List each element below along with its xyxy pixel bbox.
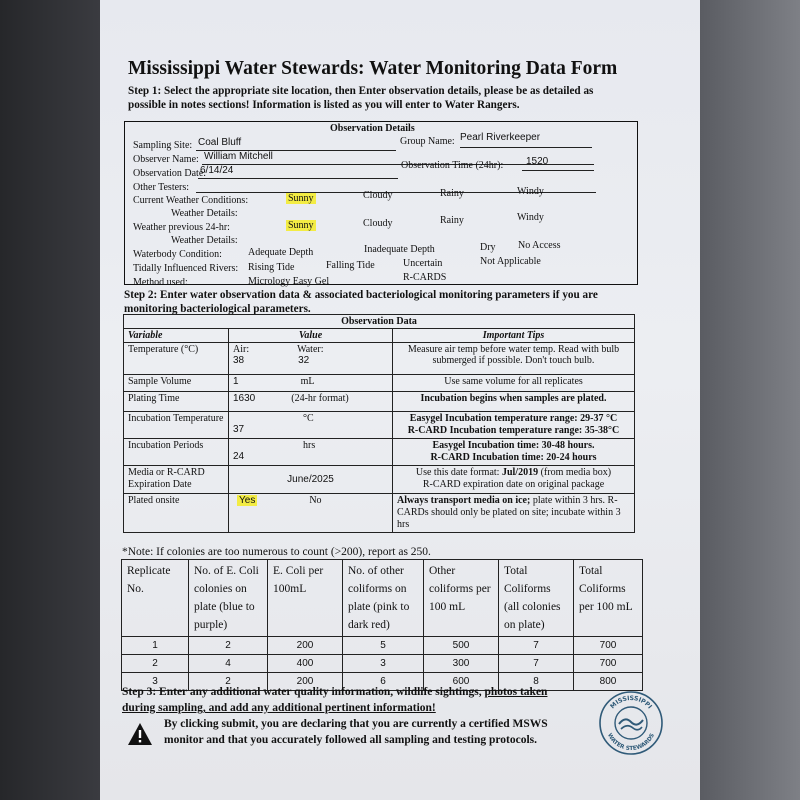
tidal-falling[interactable]: Falling Tide [326, 260, 375, 271]
other-per-100-cell[interactable]: 500 [424, 637, 499, 655]
step2-instructions: Step 2: Enter water observation data & associated bacteriological monitoring parameters if you are monitoring bacteriological parameters. [124, 289, 598, 315]
step1-instructions: Step 1: Select the appropriate site location, then Enter observation details, please be as detailed as possible in notes sections! Information is listed as you will enter to Water Rangers. [128, 85, 594, 111]
group-name-label: Group Name: [400, 136, 455, 147]
form-title: Mississippi Water Stewards: Water Monitoring Data Form [128, 58, 618, 79]
observation-data-heading: Observation Data [124, 315, 635, 329]
other-testers-label: Other Testers: [133, 182, 190, 193]
ecoli-colonies-cell[interactable]: 2 [189, 637, 268, 655]
air-temp-field[interactable]: 38 [233, 355, 245, 366]
water-temp-field[interactable]: 32 [298, 355, 310, 366]
observation-time-field[interactable]: 1520 [526, 156, 549, 167]
other-per-100-cell[interactable]: 300 [424, 655, 499, 673]
header-total-per-100: Total Coliforms per 100 mL [574, 560, 643, 637]
date-label: Observation Date: [133, 168, 207, 179]
header-ecoli-per-100: E. Coli per 100mL [268, 560, 343, 637]
observation-data-table: Observation Data Variable Value Important Tips Temperature (°C) Air: Water: 38 32 Measure air temp before water temp. Read with bulb submerged if possible. Don't touch bulb. Sample Volume 1 mL Use same volume for all replicates Plating Time 1630 (24-hr format) Incubation begins when samples are plated. Incubation Temperature °C 37 Easygel Incubation temperature range: 29-37 °C R-CARD Incubation temperature range: 35-38°C Incubation Periods hrs 24 Easygel Incubation time: 30-48 hours. R-CARD Incubation time: 20-24 hours Media or R-CARD Expiration Date June/2025 Use this date format: Jul/2019 (from media box) R-CARD expiration date on original package Plated onsite Yes No Always transport media on ice; plate within 3 hrs. R-CARDs should only be plated on site; incubate within 3 hrs [123, 314, 635, 533]
plating-time-field[interactable]: 1630 [233, 393, 256, 404]
photos-link[interactable]: photos taken [484, 686, 548, 698]
previous-weather-label: Weather previous 24-hr: [133, 222, 230, 233]
current-weather-cloudy[interactable]: Cloudy [363, 190, 393, 201]
incubation-period-label: Incubation Periods [124, 439, 229, 466]
volume-tip: Use same volume for all replicates [393, 375, 635, 392]
method-label: Method used: [133, 277, 188, 288]
incubation-temp-field[interactable]: 37 [233, 424, 245, 435]
volume-field[interactable]: 1 [233, 376, 239, 387]
replicate-cell: 2 [122, 655, 189, 673]
plated-onsite-tip: Always transport media on ice; plate within 3 hrs. R-CARDs should only be plated on site; incubate within 3 hrs [393, 494, 635, 533]
previous-weather-rainy[interactable]: Rainy [440, 215, 464, 226]
waterbody-inadequate[interactable]: Inadequate Depth [364, 244, 435, 255]
weather-details-label-2: Weather Details: [171, 235, 238, 246]
current-weather-sunny[interactable]: Sunny [288, 193, 314, 204]
volume-label: Sample Volume [124, 375, 229, 392]
weather-details-label: Weather Details: [171, 208, 238, 219]
tidal-not-applicable[interactable]: Not Applicable [480, 256, 541, 267]
waterbody-dry[interactable]: Dry [480, 242, 496, 253]
header-other-colonies: No. of other coliforms on plate (pink to dark red) [343, 560, 424, 637]
ecoli-colonies-cell[interactable]: 4 [189, 655, 268, 673]
incubation-period-field[interactable]: 24 [233, 451, 245, 462]
total-per-100-cell[interactable]: 700 [574, 655, 643, 673]
observation-details-heading: Observation Details [330, 123, 415, 134]
previous-weather-windy[interactable]: Windy [517, 212, 544, 223]
observer-label: Observer Name: [133, 154, 199, 165]
total-colonies-cell[interactable]: 7 [499, 637, 574, 655]
sampling-site-label: Sampling Site: [133, 140, 193, 151]
plated-onsite-label: Plated onsite [124, 494, 229, 533]
replicate-table [121, 559, 643, 691]
current-weather-label: Current Weather Conditions: [133, 195, 249, 206]
tidal-uncertain[interactable]: Uncertain [403, 258, 443, 269]
background-left [0, 0, 100, 800]
step3-instructions: Step 3: Enter any additional water quality information, wildlife sightings, photos taken during sampling, and add any additional pertinent information! [122, 686, 548, 714]
media-expiration-label: Media or R-CARD Expiration Date [124, 466, 229, 494]
header-replicate: Replicate No. [122, 560, 189, 637]
col-value: Value [229, 329, 393, 343]
waterbody-no-access[interactable]: No Access [518, 240, 561, 251]
ecoli-colonies-cell[interactable]: 2 [189, 673, 268, 691]
ecoli-per-100-cell[interactable]: 200 [268, 673, 343, 691]
incubation-temp-tip: Easygel Incubation temperature range: 29-37 °C R-CARD Incubation temperature range: 35-38°C [393, 412, 635, 439]
time-label: Observation Time (24hr): [401, 160, 504, 171]
method-easygel[interactable]: Micrology Easy Gel [248, 276, 330, 287]
replicate-cell: 3 [122, 673, 189, 691]
previous-weather-cloudy[interactable]: Cloudy [363, 218, 393, 229]
col-tips: Important Tips [393, 329, 635, 343]
total-colonies-cell[interactable]: 7 [499, 655, 574, 673]
waterbody-label: Waterbody Condition: [133, 249, 222, 260]
seal-bottom-text: WATER STEWARDS [605, 732, 657, 753]
group-name-field[interactable]: Pearl Riverkeeper [460, 132, 541, 143]
tidal-rising[interactable]: Rising Tide [248, 262, 295, 273]
sampling-site-field[interactable]: Coal Bluff [198, 137, 242, 148]
temperature-tip: Measure air temp before water temp. Read with bulb submerged if possible. Don't touch bulb. [393, 343, 635, 375]
method-rcards[interactable]: R-CARDS [403, 272, 447, 283]
warning-icon [127, 722, 153, 746]
total-per-100-cell[interactable]: 700 [574, 637, 643, 655]
incubation-period-tip: Easygel Incubation time: 30-48 hours. R-CARD Incubation time: 20-24 hours [393, 439, 635, 466]
incubation-temp-label: Incubation Temperature [124, 412, 229, 439]
header-ecoli-colonies: No. of E. Coli colonies on plate (blue to purple) [189, 560, 268, 637]
plated-yes[interactable]: Yes [239, 495, 256, 506]
other-colonies-cell[interactable]: 5 [343, 637, 424, 655]
declaration-text: By clicking submit, you are declaring that you are currently a certified MSWS monitor and that you accurately followed all sampling and testing protocols. [164, 718, 548, 746]
table-row [122, 637, 643, 655]
media-expiration-tip: Use this date format: Jul/2019 (from media box) R-CARD expiration date on original package [393, 466, 635, 494]
plating-label: Plating Time [124, 392, 229, 412]
header-other-per-100: Other coliforms per 100 mL [424, 560, 499, 637]
mississippi-water-stewards-seal [598, 690, 664, 756]
background-right [700, 0, 800, 800]
ecoli-per-100-cell[interactable]: 200 [268, 637, 343, 655]
total-colonies-cell[interactable]: 8 [499, 673, 574, 691]
seal-top-text: MISSISSIPPI [609, 694, 654, 711]
observer-name-field[interactable]: William Mitchell [204, 151, 273, 162]
table-row [122, 655, 643, 673]
waterbody-adequate[interactable]: Adequate Depth [248, 247, 314, 258]
plated-no[interactable]: No [309, 495, 322, 506]
temperature-values: Air: Water: 38 32 [229, 343, 393, 375]
other-colonies-cell[interactable]: 3 [343, 655, 424, 673]
total-per-100-cell[interactable]: 800 [574, 673, 643, 691]
current-weather-windy[interactable]: Windy [517, 186, 544, 197]
media-expiration-field[interactable]: June/2025 [229, 466, 393, 494]
svg-text:MISSISSIPPI [609, 695, 653, 710]
colonies-note: *Note: If colonies are too numerous to count (>200), report as 250. [122, 546, 431, 558]
plating-tip: Incubation begins when samples are plated. [393, 392, 635, 412]
col-variable: Variable [124, 329, 229, 343]
previous-weather-sunny[interactable]: Sunny [288, 220, 314, 231]
header-total-colonies: Total Coliforms (all colonies on plate) [499, 560, 574, 637]
other-per-100-cell[interactable]: 600 [424, 673, 499, 691]
current-weather-rainy[interactable]: Rainy [440, 188, 464, 199]
replicate-cell: 1 [122, 637, 189, 655]
tidal-label: Tidally Influenced Rivers: [133, 263, 239, 274]
other-colonies-cell[interactable]: 6 [343, 673, 424, 691]
ecoli-per-100-cell[interactable]: 400 [268, 655, 343, 673]
observation-date-field[interactable]: 6/14/24 [200, 165, 234, 176]
temperature-label: Temperature (°C) [124, 343, 229, 375]
